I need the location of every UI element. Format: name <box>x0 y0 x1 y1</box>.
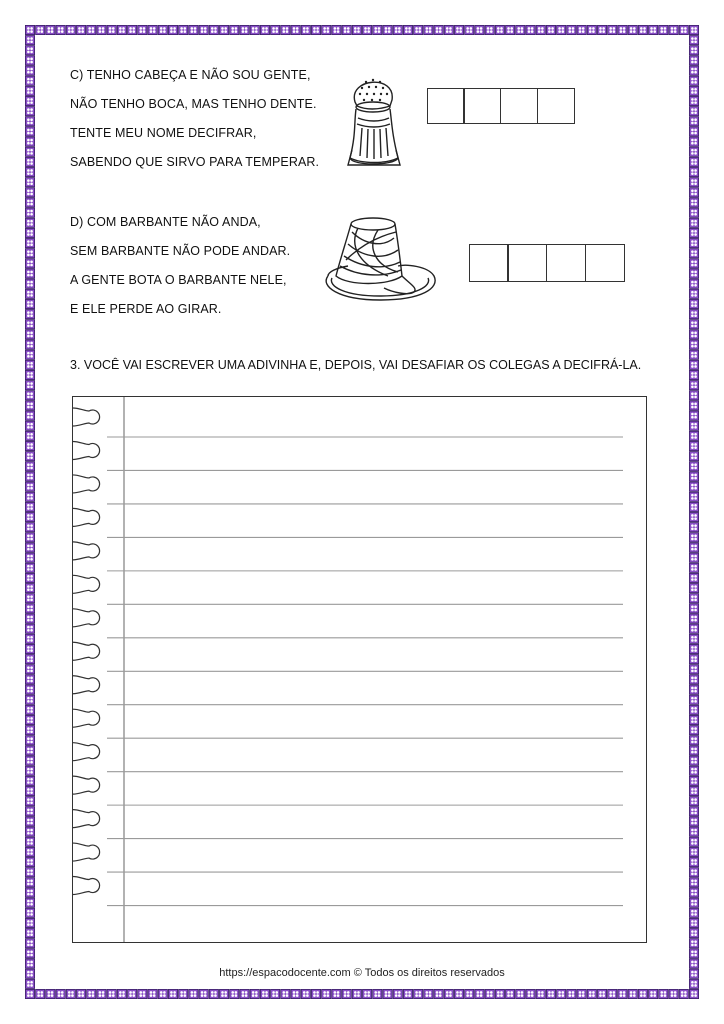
answer-cell[interactable] <box>546 244 586 282</box>
answer-boxes-d[interactable] <box>470 244 625 282</box>
riddle-c-line-3: TENTE MEU NOME DECIFRAR, <box>70 126 257 140</box>
riddle-c-line-4: SABENDO QUE SIRVO PARA TEMPERAR. <box>70 155 320 169</box>
answer-cell[interactable] <box>537 88 575 124</box>
question-3: 3. VOCÊ VAI ESCREVER UMA ADIVINHA E, DEPOIS, VAI DESAFIAR OS COLEGAS A DECIFRÁ-LA. <box>70 358 642 372</box>
notebook-writing-area[interactable] <box>72 396 647 943</box>
riddle-c-line-1: C) TENHO CABEÇA E NÃO SOU GENTE, <box>70 68 311 82</box>
notebook-lines <box>73 397 646 942</box>
answer-cell[interactable] <box>427 88 465 124</box>
answer-cell[interactable] <box>507 244 547 282</box>
footer-copyright: https://espacodocente.com © Todos os direitos reservados <box>219 967 505 979</box>
riddle-c-line-2: NÃO TENHO BOCA, MAS TENHO DENTE. <box>70 97 317 111</box>
riddle-d-line-4: E ELE PERDE AO GIRAR. <box>70 302 222 316</box>
riddle-d-line-2: SEM BARBANTE NÃO PODE ANDAR. <box>70 244 291 258</box>
answer-cell[interactable] <box>500 88 538 124</box>
spinning-top-icon <box>318 214 442 306</box>
answer-cell[interactable] <box>469 244 509 282</box>
answer-cell[interactable] <box>463 88 501 124</box>
salt-shaker-icon <box>338 66 408 174</box>
answer-cell[interactable] <box>585 244 625 282</box>
riddle-d-line-3: A GENTE BOTA O BARBANTE NELE, <box>70 273 287 287</box>
riddle-d-line-1: D) COM BARBANTE NÃO ANDA, <box>70 215 261 229</box>
answer-boxes-c[interactable] <box>428 88 575 124</box>
